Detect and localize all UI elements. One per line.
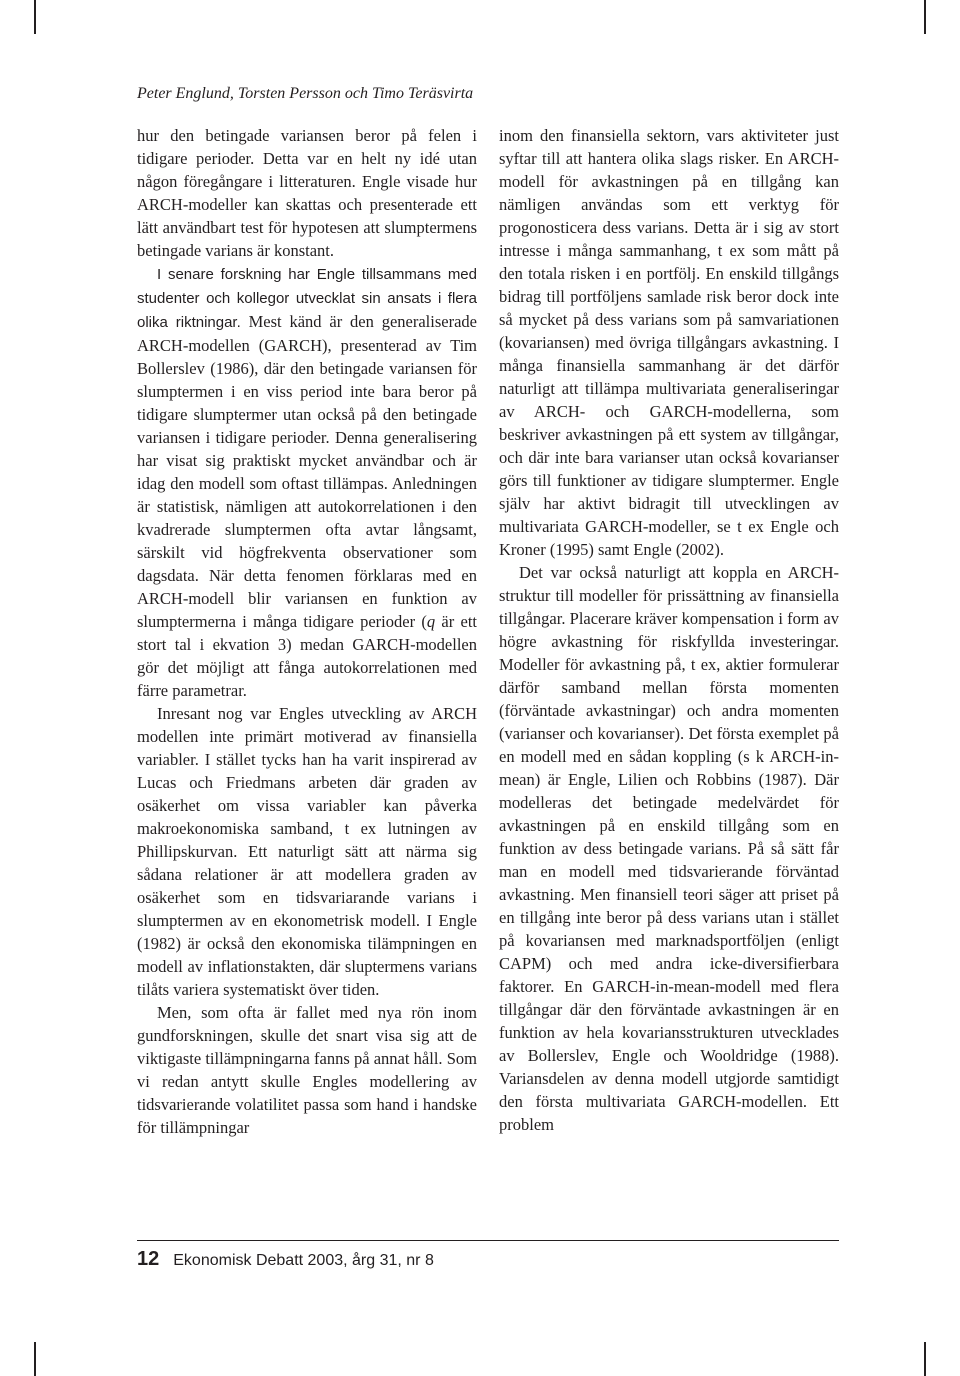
left-paragraph-2	[137, 262, 477, 702]
right-paragraph-1: inom den finansiella sektorn, vars aktiviteter just syftar till att hantera olika slags risker. En ARCH-modell för avkastningen på en tillgång kan nämligen användas som ett verktyg för progonosticera dess varians. Detta är i sig av stort intresse i många sammanhang, t ex som mått på den totala risken i en portfölj. En enskild tillgångs bidrag till portföljens samlade risk beror dock inte så mycket på dess varians som på samvariationen (kovariansen) med övriga tillgångars avkastning. I många finansiella sammanhang är det därför naturligt att tillämpa multivariata generaliseringar av ARCH- och GARCH-modellerna, som beskriver avkastningen på ett system av tillgångar, och där inte bara varianser utan också kovarianser görs till funktioner av tidigare slumptermer. Engle själv har aktivt bidragit till utvecklingen av multivariata GARCH-modeller, se t ex Engle och Kroner (1995) samt Engle (2002).	[499, 126, 839, 559]
left-paragraph-2-end: är ett stort tal i ekvation 3) medan GARCH-modellen gör det möjligt att fånga autokorrelationen med färre parametrar.	[137, 612, 477, 700]
page-footer	[137, 1248, 434, 1272]
variable-q: q	[426, 612, 436, 631]
left-paragraph-1: hur den betingade variansen beror på felen i tidigare perioder. Detta var en helt ny idé utan någon föregångare i litteraturen. Engle visade hur ARCH-modeller kan skattas och presenterade ett lätt användbart test för hypotesen att slumptermens betingade varians är konstant.	[137, 126, 477, 260]
page-number: 12	[137, 1248, 160, 1270]
sans-serif-passage: I senare forskning har Engle tillsammans med studenter och kollegor utvecklat sin ansats i flera olika riktningar.	[137, 266, 477, 331]
journal-citation: Ekonomisk Debatt 2003, årg 31, nr 8	[173, 1252, 434, 1269]
right-text-column	[499, 124, 839, 1136]
footer-rule	[137, 1240, 839, 1241]
left-paragraph-4: Men, som ofta är fallet med nya rön inom gundforskningen, skulle det snart visa sig att de viktigaste tillämpningarna fanns på annat håll. Som vi redan antytt skulle Engles modellering av tidsvarierande volatilitet passa som hand i handske för tillämpningar	[137, 1003, 477, 1137]
crop-mark-top-left	[34, 0, 36, 34]
left-text-column	[137, 124, 477, 1139]
left-paragraph-3: Inresant nog var Engles utveckling av ARCH modellen inte primärt motiverad av finansiella variabler. I stället tycks han ha varit inspirerad av Lucas och Friedmans arbeten där graden av osäkerhet om vissa variabler kan påverka makroekonomiska samband, t ex lutningen av Phillipskurvan. Ett naturligt sätt att närma sig sådana relationer är att modellera graden av osäkerhet som en tidsvariarande varians i slumptermen av en ekonometrisk modell. I Engle (1982) är också den ekonomiska tilämpningen en modell av inflationstakten, där sluptermens varians tilåts variera systematiskt över tiden.	[137, 704, 477, 999]
crop-mark-bottom-left	[34, 1342, 36, 1376]
crop-mark-top-right	[924, 0, 926, 34]
right-paragraph-2: Det var också naturligt att koppla en ARCH-struktur till modeller för prissättning av finansiella tillgångar. Placerare kräver kompensation i form av högre avkastning för riskfyllda investeringar. Modeller för avkastning på, t ex, aktier formulerar därför samband mellan första momenten (förväntade avkastningar) och andra momenten (varianser och kovarianser). Det första exemplet på en modell med en sådan koppling (s k ARCH-in-mean) är Engle, Lilien och Robbins (1987). Där modelleras det betingade medelvärdet för avkastningen på en enskild tillgång som en funktion av dess betingade varians. På så sätt får man en modell med tidsvarierande förväntad avkastning. Men finansiell teori säger att priset på en tillgång inte beror på dess varians utan i stället på kovariansen med marknadsportföljen (enligt CAPM) och med andra icke-diversifierbara faktorer. En GARCH-in-mean-modell med flera tillgångar där den förväntade avkastningen är en funktion av hela kovariansstrukturen utvecklades av Bollerslev, Engle och Wooldridge (1988). Variansdelen av denna modell utgjorde samtidigt den första multivariata GARCH-modellen. Ett problem	[499, 563, 839, 1134]
crop-mark-bottom-right	[924, 1342, 926, 1376]
running-head-authors: Peter Englund, Torsten Persson och Timo Teräsvirta	[137, 85, 474, 102]
left-paragraph-2-body: Mest känd är den generaliserade ARCH-modellen (GARCH), presenterad av Tim Bollerslev (1986), där den betingade variansen för slumptermen i en viss period inte bara beror på tidigare slumptermer utan också på den betingade variansen i tidigare perioder. Denna generalisering har visat sig praktiskt mycket användbar och är idag den modell som oftast tillämpas. Anledningen är statistisk, nämligen att autokorrelationen i den kvadrerade slumptermen ofta avtar långsamt, särskilt vid högfrekventa observationer som dagsdata. När detta fenomen förklaras med en ARCH-modell blir variansen en funktion av slumptermerna i många tidigare perioder (	[137, 312, 477, 631]
